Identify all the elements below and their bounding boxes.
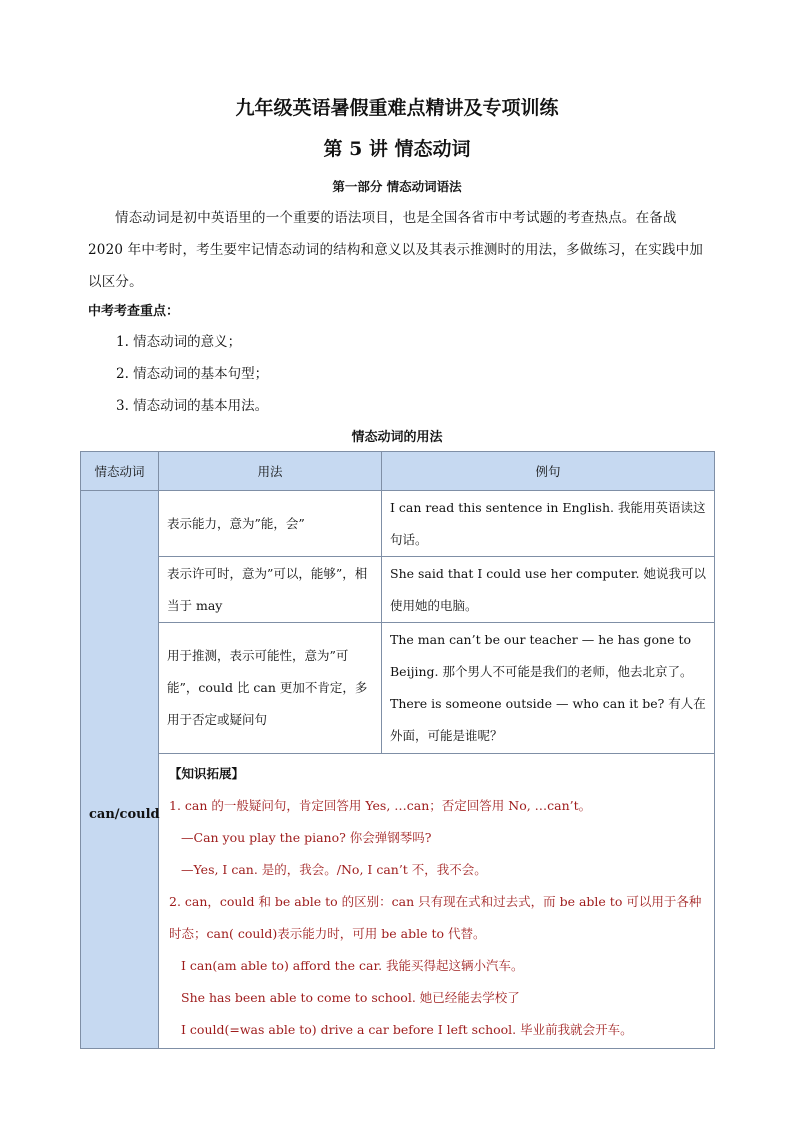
- extension-line: I can(am able to) afford the car. 我能买得起这辆小汽车。: [181, 958, 524, 973]
- extension-line: 1. can 的一般疑问句，肯定回答用 Yes, …can；否定回答用 No, …can’t。: [169, 798, 592, 813]
- table-row: [81, 491, 715, 557]
- header-example: 例句: [382, 452, 715, 491]
- usage-cell: 表示许可时，意为”可以，能够”，相当于 may: [159, 557, 382, 623]
- extension-line: 2. can，could 和 be able to 的区别：can 只有现在式和过去式，而 be able to 可以用于各种时态；can( could)表示能力时，可用 be able to 代替。: [169, 894, 702, 941]
- table-header-row: [81, 452, 715, 491]
- extension-cell: [159, 754, 715, 1049]
- key-points-heading: 中考考查重点：: [88, 304, 180, 319]
- header-usage: 用法: [159, 452, 382, 491]
- extension-line: I could(=was able to) drive a car before I left school. 毕业前我就会开车。: [181, 1022, 633, 1037]
- example-cell: [382, 623, 715, 754]
- example-cell: I can read this sentence in English. 我能用英语读这句话。: [382, 491, 715, 557]
- table-row: [81, 623, 715, 754]
- usage-cell: 表示能力，意为”能，会”: [159, 491, 382, 557]
- table-row: [81, 557, 715, 623]
- document-title: 九年级英语暑假重难点精讲及专项训练: [235, 97, 559, 119]
- lecture-title: 第 5 讲 情态动词: [323, 138, 471, 160]
- part-title: 第一部分 情态动词语法: [332, 179, 462, 194]
- usage-cell: 用于推测，表示可能性，意为”可能”，could 比 can 更加不肯定，多用于否定或疑问句: [159, 623, 382, 754]
- key-point-item: 3. 情态动词的基本用法。: [116, 398, 269, 414]
- modal-cell: can/could: [81, 491, 159, 1049]
- extension-line: She has been able to come to school. 她已经能去学校了: [181, 990, 520, 1005]
- extension-line: —Yes, I can. 是的，我会。/No, I can’t 不，我不会。: [181, 862, 487, 877]
- extension-line: —Can you play the piano? 你会弹钢琴吗?: [181, 830, 432, 845]
- example-cell: She said that I could use her computer. 她说我可以使用她的电脑。: [382, 557, 715, 623]
- table-caption: 情态动词的用法: [351, 430, 443, 445]
- modal-verbs-table: [80, 451, 715, 1049]
- key-point-item: 1. 情态动词的意义；: [116, 334, 242, 350]
- extension-heading: 【知识拓展】: [169, 766, 245, 781]
- example-sentence: There is someone outside — who can it be? 有人在外面，可能是谁呢？: [390, 696, 706, 743]
- example-sentence: The man can’t be our teacher — he has gone to Beijing. 那个男人不可能是我们的老师，他去北京了。: [390, 632, 693, 679]
- header-modal: 情态动词: [81, 452, 159, 491]
- intro-paragraph: 情态动词是初中英语里的一个重要的语法项目，也是全国各省市中考试题的考查热点。在备战 2020 年中考时，考生要牢记情态动词的结构和意义以及其表示推测时的用法，多做练习，在实践中加以区分。: [88, 210, 704, 290]
- key-point-item: 2. 情态动词的基本句型；: [116, 366, 269, 382]
- extension-row: [81, 754, 715, 1049]
